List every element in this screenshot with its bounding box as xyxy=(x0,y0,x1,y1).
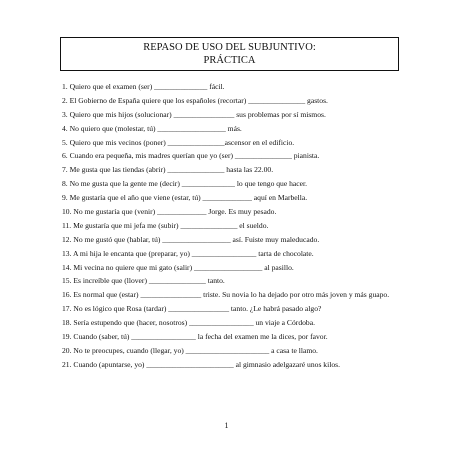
exercise-item: 21. Cuando (apuntarse, yo) _______________________ al gimnasio adelgazaré unos kilos. xyxy=(62,359,340,369)
exercise-item: 13. A mi hija le encanta que (preparar, yo) _________________ tarta de chocolate. xyxy=(62,248,314,258)
exercise-item: 12. No me gustó que (hablar, tú) __________________ así. Fuiste muy maleducado. xyxy=(62,234,320,244)
exercise-item: 2. El Gobierno de España quiere que los españoles (recortar) _______________ gastos. xyxy=(62,95,328,105)
exercise-item: 15. Es increíble que (llover) _______________ tanto. xyxy=(62,276,225,286)
exercise-item: 11. Me gustaría que mi jefa me (subir) _______________ el sueldo. xyxy=(62,220,269,230)
exercise-item: 8. No me gusta que la gente me (decir) ______________ lo que tengo que hacer. xyxy=(62,179,308,189)
exercise-item: 9. Me gustaría que el año que viene (estar, tú) _____________ aquí en Marbella. xyxy=(62,193,308,203)
exercise-item: 19. Cuando (saber, tú) _________________ la fecha del examen me la dices, por favor. xyxy=(62,332,328,342)
title-line-2: PRÁCTICA xyxy=(203,55,256,66)
page-number: 1 xyxy=(224,421,229,430)
exercise-item: 17. No es lógico que Rosa (tardar) ________________ tanto. ¿Le habrá pasado algo? xyxy=(62,304,322,314)
exercise-item: 18. Sería estupendo que (hacer, nosotros) _________________ un viaje a Córdoba. xyxy=(62,318,315,328)
title-line-1: REPASO DE USO DEL SUBJUNTIVO: xyxy=(143,42,316,53)
exercise-item: 6. Cuando era pequeña, mis madres querían que yo (ser) _______________ pianista. xyxy=(62,151,320,161)
exercise-item: 14. Mi vecina no quiere que mi gato (salir) __________________ al pasillo. xyxy=(62,262,294,272)
exercise-item: 5. Quiero que mis vecinos (poner) _______________ascensor en el edificio. xyxy=(62,137,295,147)
exercise-item: 20. No te preocupes, cuando (llegar, yo) ______________________ a casa te llamo. xyxy=(62,345,318,355)
exercise-item: 3. Quiero que mis hijos (solucionar) ________________ sus problemas por sí mismos. xyxy=(62,109,326,119)
exercise-item: 16. Es normal que (estar) ________________ triste. Su novia lo ha dejado por otro más joven y más guapo. xyxy=(62,290,390,300)
exercise-list xyxy=(62,82,400,374)
exercise-item: 1. Quiero que el examen (ser) ______________ fácil. xyxy=(62,82,225,91)
page-title xyxy=(60,37,399,71)
exercise-item: 7. Me gusta que las tiendas (abrir) _______________ hasta las 22.00. xyxy=(62,165,274,175)
exercise-item: 4. No quiero que (molestar, tú) __________________ más. xyxy=(62,123,242,133)
exercise-item: 10. No me gustaría que (venir) _____________ Jorge. Es muy pesado. xyxy=(62,207,277,217)
